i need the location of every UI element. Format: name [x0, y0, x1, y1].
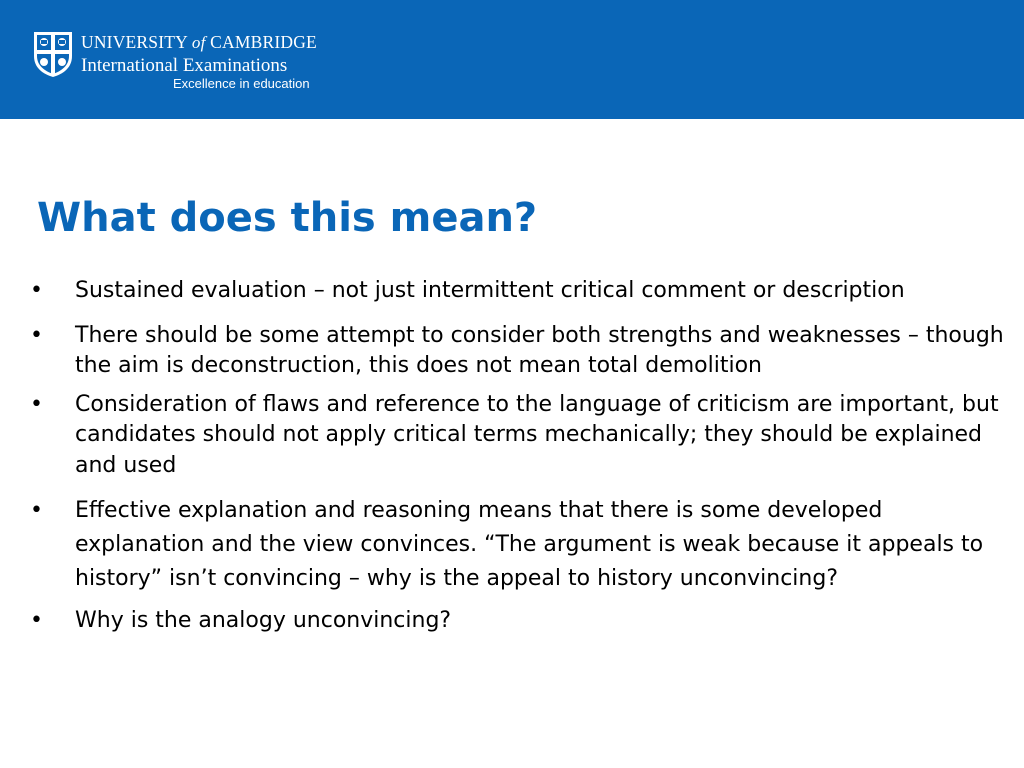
bullet-text: Why is the analogy unconvincing? [75, 608, 452, 633]
university-logotype [81, 31, 317, 77]
bullet-text: Consideration of flaws and reference to the language of criticism are important, but candidates should not apply critical terms mechanically; they should be explained and used [75, 391, 999, 478]
bullet-marker: • [30, 498, 43, 523]
bullet-item [30, 321, 1005, 382]
logo-word-of: of [191, 33, 206, 52]
bullet-marker: • [30, 278, 43, 303]
logo-university-name [81, 31, 317, 54]
bullet-item [30, 606, 1005, 637]
university-crest-icon [32, 30, 74, 78]
logo-subtitle: International Examinations [81, 55, 288, 76]
bullet-marker: • [30, 322, 43, 348]
bullet-text: Effective explanation and reasoning means that there is some developed explanation and the view convinces. “The argument is weak because it appeals to history” isn’t convincing – why is the appeal to history unconvincing? [75, 498, 984, 591]
bullet-marker: • [30, 391, 43, 417]
bullet-marker: • [30, 608, 43, 633]
tagline: Excellence in education [173, 76, 310, 91]
bullet-list [30, 276, 1005, 637]
bullet-text: There should be some attempt to consider both strengths and weaknesses – though the aim is deconstruction, this does not mean total demolition [75, 322, 1004, 378]
logo-word-cambridge: CAMBRIDGE [210, 32, 317, 52]
logo-word-university: UNIVERSITY [81, 32, 188, 52]
bullet-item [30, 276, 1005, 307]
bullet-item [30, 494, 1005, 596]
bullet-text: Sustained evaluation – not just intermittent critical comment or description [75, 278, 905, 303]
header-bar [0, 0, 1024, 119]
bullet-item [30, 390, 1005, 482]
slide-title: What does this mean? [37, 195, 538, 241]
